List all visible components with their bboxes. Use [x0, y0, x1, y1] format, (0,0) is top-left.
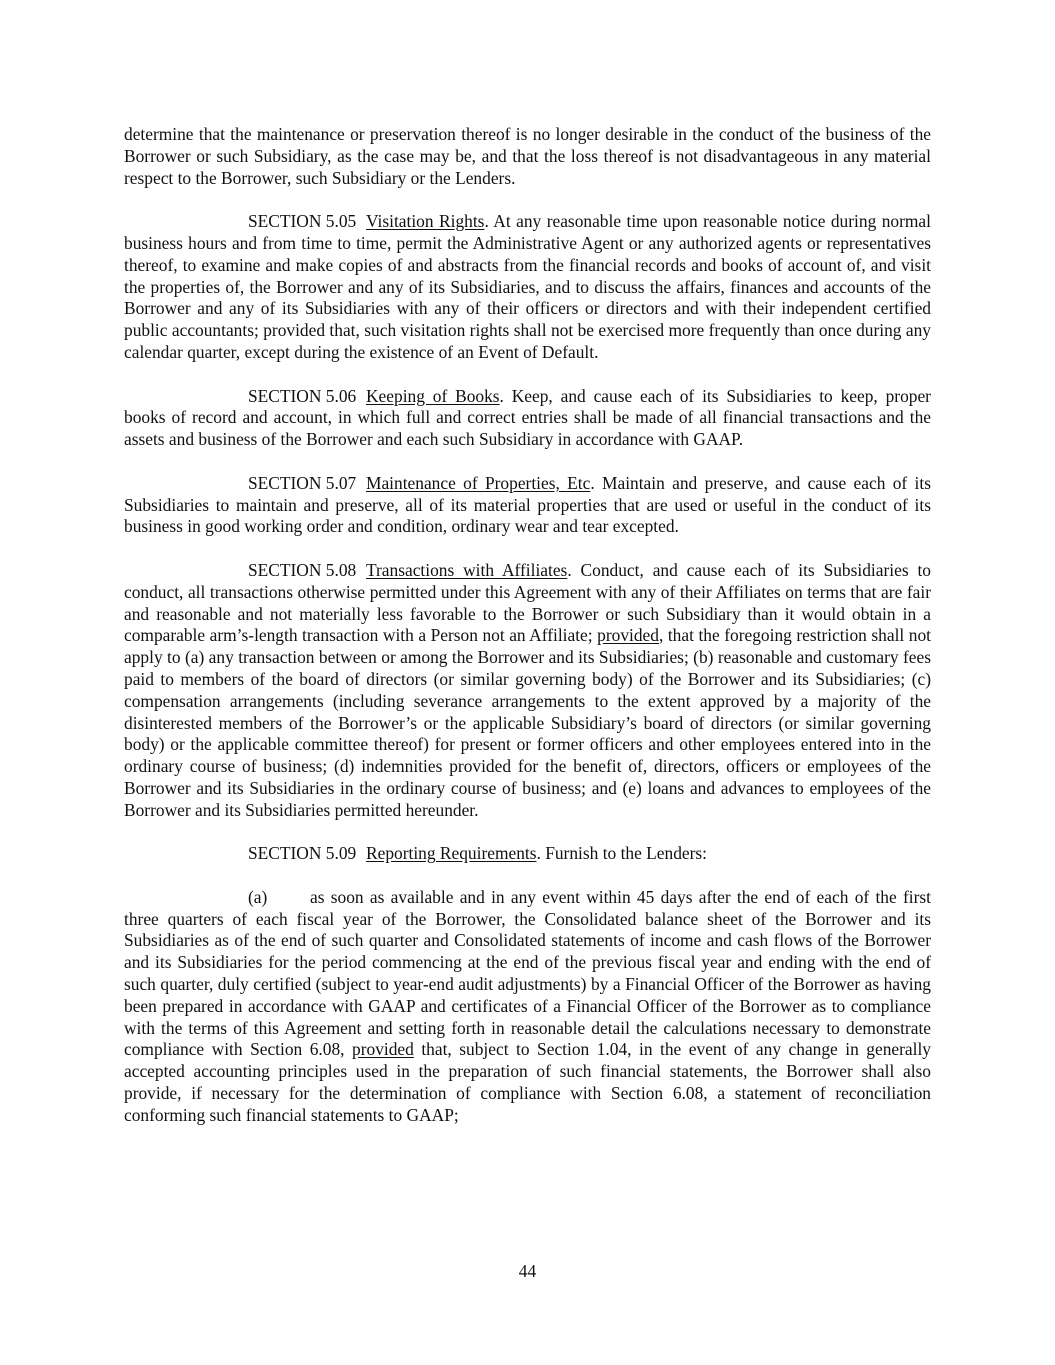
- provided-term: provided: [352, 1039, 414, 1060]
- section-text: . Conduct, and cause each of its Subsidiaries to conduct, all transactions otherwise permitted under this Agreement with any of their Affiliates on terms that are fair and reasonable and not materially less favorable to the Borrower or such Subsidiary than it would obtain in a comparable arm’s-length transaction with a Person not an Affiliate;: [124, 559, 931, 646]
- section-title: Visitation Rights: [366, 211, 485, 232]
- section-5-09: [124, 843, 931, 865]
- item-a: [124, 887, 931, 1127]
- section-text: . At any reasonable time upon reasonable notice during normal business hours and from time to time, permit the Administrative Agent or any authorized agents or representatives thereof, to examine and make copies of and abstracts from the financial records and books of account of, and visit the properties of, the Borrower and any of its Subsidiaries, and to discuss the affairs, finances and accounts of the Borrower and any of its Subsidiaries with any of their officers or directors and with their independent certified public accountants; provided that, such visitation rights shall not be exercised more frequently than once during any calendar quarter, except during the existence of an Event of Default.: [124, 211, 931, 362]
- section-title: Reporting Requirements: [366, 843, 537, 864]
- section-5-07: [124, 473, 931, 538]
- document-body: [124, 124, 931, 1148]
- provided-term: provided: [597, 625, 659, 646]
- section-text: . Furnish to the Lenders:: [536, 843, 708, 864]
- section-5-08: [124, 560, 931, 822]
- paragraph-continuation: determine that the maintenance or preservation thereof is no longer desirable in the conduct of the business of the Borrower or such Subsidiary, as the case may be, and that the loss thereof is not disadvantageous in any material respect to the Borrower, such Subsidiary or the Lenders.: [124, 124, 931, 188]
- section-label: SECTION 5.08: [248, 559, 357, 580]
- section-label: SECTION 5.09: [248, 843, 357, 864]
- section-text-continued: , that the foregoing restriction shall not apply to (a) any transaction between or among the Borrower and its Subsidiaries; (b) reasonable and customary fees paid to members of the board of directors (or similar governing body) of the Borrower and its Subsidiaries; (c) compensation arrangements (including severance arrangements to the extent approved by a majority of the disinterested members of the Borrower’s or the applicable Subsidiary’s board of directors (or similar governing body) or the applicable committee thereof) for present or former officers and other employees entered into in the ordinary course of business; (d) indemnities provided for the benefit of, directors, officers or employees of the Borrower and its Subsidiaries in the ordinary course of business; and (e) loans and advances to employees of the Borrower and its Subsidiaries permitted hereunder.: [124, 625, 931, 820]
- section-label: SECTION 5.05: [248, 211, 357, 232]
- item-text-continued: that, subject to Section 1.04, in the event of any change in generally accepted accounting principles used in the preparation of such financial statements, the Borrower shall also provide, if necessary for the determination of compliance with Section 6.08, a statement of reconciliation conforming such financial statements to GAAP;: [124, 1039, 931, 1125]
- section-title: Transactions with Affiliates: [366, 559, 568, 580]
- item-text: as soon as available and in any event within 45 days after the end of each of the first three quarters of each fiscal year of the Borrower, the Consolidated balance sheet of the Borrower and its Subsidiaries as of the end of such quarter and Consolidated statements of income and cash flows of the Borrower and its Subsidiaries for the period commencing at the end of the previous fiscal year and ending with the end of such quarter, duly certified (subject to year-end audit adjustments) by a Financial Officer of the Borrower as having been prepared in accordance with GAAP and certificates of a Financial Officer of the Borrower as to compliance with the terms of this Agreement and setting forth in reasonable detail the calculations necessary to demonstrate compliance with Section 6.08,: [124, 886, 931, 1060]
- item-label: (a): [248, 886, 268, 907]
- section-5-06: [124, 386, 931, 451]
- section-5-05: [124, 211, 931, 364]
- section-label: SECTION 5.06: [248, 385, 357, 406]
- section-label: SECTION 5.07: [248, 472, 357, 493]
- section-text: . Maintain and preserve, and cause each of its Subsidiaries to maintain and preserve, all of its material properties that are used or useful in the conduct of its business in good working order and condition, ordinary wear and tear excepted.: [124, 472, 931, 537]
- section-text: . Keep, and cause each of its Subsidiaries to keep, proper books of record and account, in which full and correct entries shall be made of all financial transactions and the assets and business of the Borrower and each such Subsidiary in accordance with GAAP.: [124, 385, 931, 450]
- page-number: 44: [518, 1261, 537, 1281]
- section-title: Maintenance of Properties, Etc: [366, 472, 591, 493]
- section-title: Keeping of Books: [366, 385, 500, 406]
